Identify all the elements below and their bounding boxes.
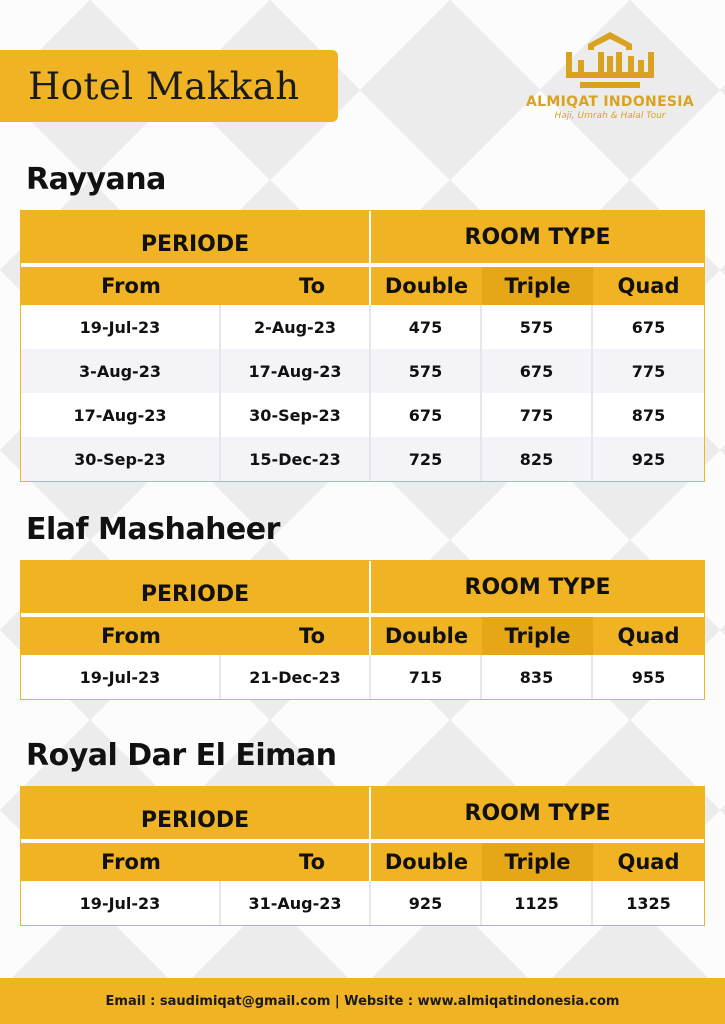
table-header-group <box>21 211 704 263</box>
quad-price: 675 <box>631 317 666 337</box>
to-header: To <box>221 843 371 881</box>
double-header: Double <box>384 624 469 648</box>
double-price: 475 <box>371 305 482 349</box>
to-cell: 31-Aug-23 <box>221 881 371 925</box>
table-row <box>21 881 704 925</box>
triple-price: 825 <box>482 437 593 481</box>
table-row <box>21 437 704 481</box>
double-price: 675 <box>371 393 482 437</box>
to-cell: 21-Dec-23 <box>221 655 371 699</box>
from-cell: 3-Aug-23 <box>21 349 221 393</box>
from-cell: 17-Aug-23 <box>21 393 221 437</box>
triple-price: 675 <box>482 349 593 393</box>
triple-price: 575 <box>482 305 593 349</box>
room-type-header: ROOM TYPE <box>464 800 611 826</box>
double-price: 715 <box>371 655 482 699</box>
table-header-group <box>21 787 704 839</box>
quad-header: Quad <box>617 274 680 298</box>
double-price: 925 <box>371 881 482 925</box>
from-header: From <box>101 624 161 648</box>
quad-header: Quad <box>617 850 680 874</box>
footer-contact: Email : saudimiqat@gmail.com | Website : www.almiqatindonesia.com <box>0 978 725 1024</box>
periode-header: PERIODE <box>21 787 371 839</box>
table-header-columns <box>21 839 704 881</box>
room-type-header: ROOM TYPE <box>464 574 611 600</box>
table-header-columns <box>21 263 704 305</box>
from-cell: 30-Sep-23 <box>21 437 221 481</box>
quad-header: Quad <box>617 624 680 648</box>
price-table <box>20 786 705 926</box>
to-header: To <box>221 617 371 655</box>
to-header: To <box>221 267 371 305</box>
price-table <box>20 210 705 482</box>
hotel-name: Royal Dar El Eiman <box>26 738 337 773</box>
triple-header: Triple <box>482 843 593 881</box>
price-table <box>20 560 705 700</box>
triple-header: Triple <box>482 617 593 655</box>
table-row <box>21 349 704 393</box>
building-logo-icon <box>560 30 660 92</box>
from-cell: 19-Jul-23 <box>21 655 221 699</box>
from-header: From <box>101 274 161 298</box>
company-logo <box>520 30 700 130</box>
logo-brand: ALMIQAT INDONESIA <box>526 94 694 110</box>
double-price: 725 <box>371 437 482 481</box>
quad-price: 1325 <box>626 893 671 913</box>
to-cell: 2-Aug-23 <box>221 305 371 349</box>
title-banner <box>0 50 338 122</box>
page-title: Hotel Makkah <box>28 64 300 108</box>
quad-price: 875 <box>631 405 666 425</box>
table-header-group <box>21 561 704 613</box>
table-row <box>21 655 704 699</box>
from-header: From <box>101 850 161 874</box>
table-header-columns <box>21 613 704 655</box>
triple-price: 775 <box>482 393 593 437</box>
to-cell: 15-Dec-23 <box>221 437 371 481</box>
from-cell: 19-Jul-23 <box>21 305 221 349</box>
quad-price: 925 <box>631 449 666 469</box>
double-header: Double <box>384 850 469 874</box>
quad-price: 775 <box>631 361 666 381</box>
double-price: 575 <box>371 349 482 393</box>
triple-header: Triple <box>482 267 593 305</box>
periode-header: PERIODE <box>21 561 371 613</box>
quad-price: 955 <box>631 667 666 687</box>
triple-price: 1125 <box>482 881 593 925</box>
to-cell: 17-Aug-23 <box>221 349 371 393</box>
room-type-header: ROOM TYPE <box>464 224 611 250</box>
to-cell: 30-Sep-23 <box>221 393 371 437</box>
triple-price: 835 <box>482 655 593 699</box>
hotel-name: Elaf Mashaheer <box>26 512 280 547</box>
table-row <box>21 305 704 349</box>
double-header: Double <box>384 274 469 298</box>
from-cell: 19-Jul-23 <box>21 881 221 925</box>
logo-tagline: Haji, Umrah & Halal Tour <box>554 111 666 121</box>
hotel-name: Rayyana <box>26 162 166 197</box>
table-row <box>21 393 704 437</box>
periode-header: PERIODE <box>21 211 371 263</box>
